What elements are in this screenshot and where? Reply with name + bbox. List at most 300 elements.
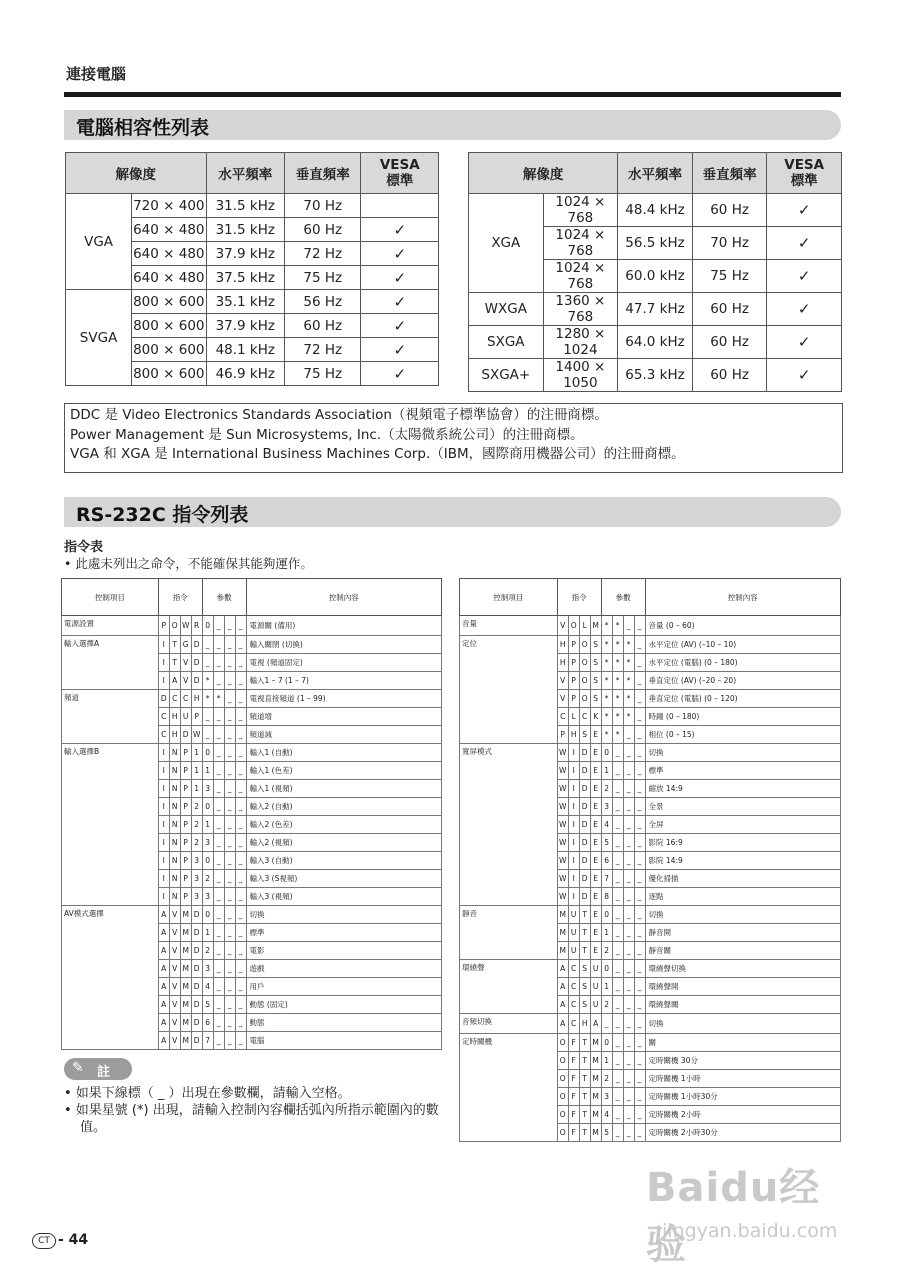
command-char: G (180, 636, 191, 654)
command-char: P (180, 798, 191, 816)
command-char: 1 (191, 744, 202, 762)
parameter-char: _ (612, 834, 623, 852)
parameter-char: _ (634, 708, 645, 726)
command-char: C (568, 978, 579, 996)
parameter-char: _ (634, 1070, 645, 1088)
command-char: V (557, 672, 568, 690)
parameter-char: * (601, 708, 612, 726)
command-char: 3 (191, 888, 202, 906)
h-frequency: 64.0 kHz (618, 326, 693, 359)
command-char: L (568, 708, 579, 726)
v-frequency: 60 Hz (692, 194, 767, 227)
resolution: 1280 × 1024 (543, 326, 618, 359)
parameter-char: 0 (202, 798, 213, 816)
command-char: I (158, 672, 169, 690)
control-content: 靜音開 (645, 924, 840, 942)
note-badge (64, 1058, 132, 1080)
parameter-char: * (612, 636, 623, 654)
command-char: I (158, 744, 169, 762)
command-char: I (568, 870, 579, 888)
parameter-char: * (623, 636, 634, 654)
command-char: D (191, 942, 202, 960)
table-row (469, 293, 842, 326)
parameter-char: _ (612, 924, 623, 942)
parameter-char: _ (612, 1088, 623, 1106)
parameter-char: * (612, 708, 623, 726)
parameter-char: 8 (601, 888, 612, 906)
command-char: I (568, 744, 579, 762)
parameter-char: _ (235, 726, 246, 744)
control-content: 定時關機 30分 (645, 1052, 840, 1070)
parameter-char: _ (235, 690, 246, 708)
control-content: 環繞聲關 (645, 996, 840, 1014)
control-content: 水平定位 (電腦) (0 – 180) (645, 654, 840, 672)
command-char: C (158, 708, 169, 726)
parameter-char: _ (213, 870, 224, 888)
h-frequency: 46.9 kHz (206, 362, 285, 386)
command-char: T (169, 654, 180, 672)
command-char: M (557, 924, 568, 942)
command-char: I (568, 780, 579, 798)
command-char: D (579, 762, 590, 780)
command-char: M (590, 1106, 601, 1124)
command-char: I (568, 762, 579, 780)
command-char: H (557, 654, 568, 672)
vesa-check: ✓ (767, 359, 842, 392)
command-char: F (568, 1088, 579, 1106)
command-char: S (590, 636, 601, 654)
command-char: U (568, 906, 579, 924)
command-char: W (557, 834, 568, 852)
parameter-char: * (623, 672, 634, 690)
vesa-check: ✓ (361, 290, 439, 314)
command-char: 3 (191, 852, 202, 870)
parameter-char: _ (235, 654, 246, 672)
parameter-char: * (202, 690, 213, 708)
parameter-char: 2 (601, 1070, 612, 1088)
control-content: 時鐘 (0 – 180) (645, 708, 840, 726)
table-row (460, 1034, 841, 1052)
region-badge: CT (32, 1233, 56, 1249)
table-row (62, 616, 442, 636)
command-char: N (169, 816, 180, 834)
control-content: 定時關機 1小時30分 (645, 1088, 840, 1106)
command-char: H (191, 690, 202, 708)
command-char: D (191, 960, 202, 978)
command-char: I (568, 834, 579, 852)
command-char: I (568, 816, 579, 834)
parameter-char: _ (235, 762, 246, 780)
parameter-char: _ (224, 1014, 235, 1032)
control-content: 縮放 14:9 (645, 780, 840, 798)
control-item: 頻道 (62, 690, 159, 744)
vesa-check: ✓ (767, 260, 842, 293)
command-char: C (180, 690, 191, 708)
command-char: W (557, 780, 568, 798)
parameter-char: 3 (202, 834, 213, 852)
parameter-char: _ (634, 834, 645, 852)
parameter-char: _ (213, 780, 224, 798)
command-table-title: 指令表 (64, 540, 104, 555)
command-char: D (180, 726, 191, 744)
control-content: 輸入2 (色差) (246, 816, 441, 834)
control-content: 頻道減 (246, 726, 441, 744)
parameter-char: _ (213, 726, 224, 744)
parameter-char: _ (235, 708, 246, 726)
parameter-char: _ (612, 1124, 623, 1142)
command-char: V (169, 960, 180, 978)
parameter-char: _ (634, 798, 645, 816)
control-content: 標準 (246, 924, 441, 942)
parameter-char: _ (634, 870, 645, 888)
command-char: I (158, 636, 169, 654)
table-row (62, 906, 442, 924)
parameter-char: _ (224, 1032, 235, 1050)
parameter-char: _ (235, 616, 246, 636)
command-char: H (169, 708, 180, 726)
control-content: 定時關機 2小時 (645, 1106, 840, 1124)
command-char: M (557, 942, 568, 960)
parameter-char: _ (601, 1014, 612, 1034)
table-row (62, 690, 442, 708)
table-row (460, 906, 841, 924)
command-char: S (590, 654, 601, 672)
table-row (460, 744, 841, 762)
parameter-char: _ (213, 744, 224, 762)
control-content: 垂直定位 (AV) (–20 – 20) (645, 672, 840, 690)
command-char: F (568, 1070, 579, 1088)
parameter-char: _ (634, 726, 645, 744)
control-content: 動態 (246, 1014, 441, 1032)
parameter-char: 3 (601, 798, 612, 816)
control-content: 切換 (645, 906, 840, 924)
parameter-char: _ (213, 654, 224, 672)
command-char: T (579, 1034, 590, 1052)
parameter-char: _ (623, 924, 634, 942)
parameter-char: _ (224, 834, 235, 852)
control-content: 切換 (645, 1014, 840, 1034)
resolution: 800 × 600 (132, 314, 206, 338)
h-frequency: 65.3 kHz (618, 359, 693, 392)
header-resolution: 解像度 (469, 153, 618, 194)
parameter-char: _ (224, 726, 235, 744)
parameter-char: _ (213, 924, 224, 942)
rs232-header-row (460, 579, 841, 616)
parameter-char: 4 (202, 978, 213, 996)
v-frequency: 60 Hz (285, 314, 361, 338)
resolution: 640 × 480 (132, 242, 206, 266)
command-char: P (568, 654, 579, 672)
parameter-char: _ (224, 744, 235, 762)
command-char: D (579, 852, 590, 870)
control-item: 電源設置 (62, 616, 159, 636)
command-char: O (557, 1106, 568, 1124)
signal-type: SVGA (66, 290, 132, 386)
command-char: P (158, 616, 169, 636)
rs232-table-left (61, 578, 442, 1050)
header-vesa: VESA 標準 (361, 153, 439, 194)
parameter-char: 3 (202, 780, 213, 798)
command-char: P (568, 672, 579, 690)
trademark-line: DDC 是 Video Electronics Standards Association（視頻電子標準協會）的注冊商標。 (70, 407, 608, 423)
control-content: 影院 14:9 (645, 852, 840, 870)
command-char: M (180, 996, 191, 1014)
parameter-char: _ (623, 1070, 634, 1088)
parameter-char: _ (213, 888, 224, 906)
parameter-char: _ (213, 960, 224, 978)
command-char: A (590, 1014, 601, 1034)
parameter-char: _ (634, 744, 645, 762)
parameter-char: * (612, 690, 623, 708)
compat-header-row (469, 153, 842, 194)
parameter-char: _ (634, 1014, 645, 1034)
command-char: M (590, 1124, 601, 1142)
vesa-check: ✓ (361, 218, 439, 242)
parameter-char: _ (623, 1124, 634, 1142)
parameter-char: _ (213, 906, 224, 924)
command-char: I (568, 888, 579, 906)
command-char: E (590, 870, 601, 888)
parameter-char: _ (235, 744, 246, 762)
control-content: 輸入2 (視頻) (246, 834, 441, 852)
command-char: D (191, 654, 202, 672)
control-item: 音頻切換 (460, 1014, 558, 1034)
parameter-char: _ (634, 636, 645, 654)
h-frequency: 37.9 kHz (206, 314, 285, 338)
control-content: 影院 16:9 (645, 834, 840, 852)
parameter-char: 2 (202, 870, 213, 888)
parameter-char: 0 (601, 744, 612, 762)
parameter-char: _ (623, 870, 634, 888)
command-char: E (590, 726, 601, 744)
pencil-icon: ✎ (72, 1060, 84, 1076)
command-char: H (557, 636, 568, 654)
command-char: I (158, 852, 169, 870)
parameter-char: * (612, 616, 623, 636)
parameter-char: _ (235, 672, 246, 690)
parameter-char: 2 (202, 942, 213, 960)
signal-type: SXGA+ (469, 359, 544, 392)
resolution: 720 × 400 (132, 194, 206, 218)
table-row (469, 359, 842, 392)
control-content: 電視直接頻道 (1 – 99) (246, 690, 441, 708)
control-content: 用戶 (246, 978, 441, 996)
parameter-char: _ (623, 1052, 634, 1070)
parameter-char: * (601, 636, 612, 654)
command-char: S (590, 690, 601, 708)
control-item: 環繞聲 (460, 960, 558, 1014)
command-char: A (158, 996, 169, 1014)
command-char: V (169, 978, 180, 996)
parameter-char: * (623, 708, 634, 726)
command-char: T (579, 942, 590, 960)
command-char: O (579, 690, 590, 708)
parameter-char: _ (224, 672, 235, 690)
header-control-item: 控制項目 (62, 579, 159, 616)
command-char: 2 (191, 834, 202, 852)
v-frequency: 60 Hz (692, 326, 767, 359)
command-char: E (590, 834, 601, 852)
parameter-char: _ (634, 690, 645, 708)
command-char: W (557, 870, 568, 888)
table-row (469, 194, 842, 227)
parameter-char: * (612, 654, 623, 672)
parameter-char: _ (213, 616, 224, 636)
parameter-char: 4 (601, 1106, 612, 1124)
command-char: M (590, 1088, 601, 1106)
control-item: 定位 (460, 636, 558, 744)
command-char: A (169, 672, 180, 690)
parameter-char: _ (612, 906, 623, 924)
parameter-char: _ (235, 816, 246, 834)
command-char: S (579, 960, 590, 978)
parameter-char: _ (235, 780, 246, 798)
parameter-char: _ (235, 888, 246, 906)
note-item: • 如果星號 (*) 出現，請輸入控制內容欄括弧內所指示範圍內的數值。 (64, 1103, 439, 1135)
command-char: L (579, 616, 590, 636)
control-content: 切換 (645, 744, 840, 762)
command-char: 2 (191, 816, 202, 834)
command-char: E (590, 762, 601, 780)
command-char: O (557, 1070, 568, 1088)
parameter-char: _ (213, 942, 224, 960)
command-char: D (579, 780, 590, 798)
parameter-char: _ (612, 996, 623, 1014)
signal-type: VGA (66, 194, 132, 290)
resolution: 640 × 480 (132, 218, 206, 242)
parameter-char: _ (235, 834, 246, 852)
command-char: W (557, 852, 568, 870)
command-char: U (590, 978, 601, 996)
command-char: T (579, 924, 590, 942)
control-content: 關 (645, 1034, 840, 1052)
parameter-char: _ (634, 1106, 645, 1124)
parameter-char: _ (224, 996, 235, 1014)
note-item: • 如果下線標（ _ ）出現在參數欄，請輸入空格。 (64, 1086, 351, 1101)
command-char: D (579, 744, 590, 762)
control-content: 輸入1 (色差) (246, 762, 441, 780)
control-content: 定時關機 2小時30分 (645, 1124, 840, 1142)
baidu-watermark (646, 1152, 850, 1268)
parameter-char: _ (213, 816, 224, 834)
vesa-check: ✓ (361, 266, 439, 290)
parameter-char: 6 (601, 852, 612, 870)
parameter-char: _ (612, 816, 623, 834)
control-item: 輸入選擇A (62, 636, 159, 690)
parameter-char: 3 (202, 888, 213, 906)
signal-type: XGA (469, 194, 544, 293)
command-char: C (568, 1014, 579, 1034)
command-char: P (180, 888, 191, 906)
command-char: 1 (191, 762, 202, 780)
command-char: U (568, 924, 579, 942)
resolution: 1024 × 768 (543, 260, 618, 293)
parameter-char: _ (213, 996, 224, 1014)
control-item: 定時關機 (460, 1034, 558, 1142)
parameter-char: _ (224, 654, 235, 672)
command-char: F (568, 1034, 579, 1052)
command-char: I (158, 816, 169, 834)
command-char: D (191, 1032, 202, 1050)
control-content: 水平定位 (AV) (–10 – 10) (645, 636, 840, 654)
table-row (460, 1014, 841, 1034)
parameter-char: _ (612, 1014, 623, 1034)
command-char: U (590, 960, 601, 978)
parameter-char: _ (623, 1014, 634, 1034)
parameter-char: _ (612, 852, 623, 870)
parameter-char: _ (634, 1034, 645, 1052)
parameter-char: 3 (601, 1088, 612, 1106)
command-char: S (579, 726, 590, 744)
parameter-char: _ (224, 942, 235, 960)
parameter-char: _ (235, 852, 246, 870)
command-char: O (557, 1052, 568, 1070)
command-char: W (557, 762, 568, 780)
command-char: P (180, 780, 191, 798)
parameter-char: * (202, 672, 213, 690)
rs232-table-right (459, 578, 841, 1142)
page-number: - 44 (58, 1232, 89, 1248)
h-frequency: 47.7 kHz (618, 293, 693, 326)
signal-type: WXGA (469, 293, 544, 326)
signal-type: SXGA (469, 326, 544, 359)
command-char: I (158, 834, 169, 852)
vesa-check: ✓ (767, 227, 842, 260)
h-frequency: 35.1 kHz (206, 290, 285, 314)
parameter-char: _ (235, 870, 246, 888)
parameter-char: 1 (601, 1052, 612, 1070)
h-frequency: 31.5 kHz (206, 194, 285, 218)
parameter-char: 1 (601, 978, 612, 996)
control-item: 音量 (460, 616, 558, 636)
control-content: 電腦 (246, 1032, 441, 1050)
parameter-char: _ (235, 798, 246, 816)
control-content: 靜音關 (645, 942, 840, 960)
command-char: F (568, 1052, 579, 1070)
parameter-char: _ (224, 708, 235, 726)
parameter-char: 7 (202, 1032, 213, 1050)
parameter-char: * (612, 726, 623, 744)
table-row (460, 636, 841, 654)
header-rule (64, 92, 841, 97)
h-frequency: 48.4 kHz (618, 194, 693, 227)
command-char: 2 (191, 798, 202, 816)
table-row (62, 744, 442, 762)
parameter-char: _ (623, 780, 634, 798)
parameter-char: _ (623, 726, 634, 744)
command-char: V (180, 654, 191, 672)
parameter-char: * (601, 690, 612, 708)
control-content: 逐點 (645, 888, 840, 906)
command-char: W (557, 744, 568, 762)
command-char: M (590, 616, 601, 636)
parameter-char: _ (634, 762, 645, 780)
command-char: S (590, 672, 601, 690)
parameter-char: 0 (601, 960, 612, 978)
command-char: N (169, 780, 180, 798)
parameter-char: _ (634, 852, 645, 870)
command-char: E (590, 942, 601, 960)
parameter-char: _ (623, 762, 634, 780)
parameter-char: * (213, 690, 224, 708)
control-item: 寬屏模式 (460, 744, 558, 906)
parameter-char: _ (224, 870, 235, 888)
header-vesa: VESA 標準 (767, 153, 842, 194)
v-frequency: 72 Hz (285, 242, 361, 266)
v-frequency: 72 Hz (285, 338, 361, 362)
command-char: E (590, 780, 601, 798)
v-frequency: 75 Hz (285, 362, 361, 386)
